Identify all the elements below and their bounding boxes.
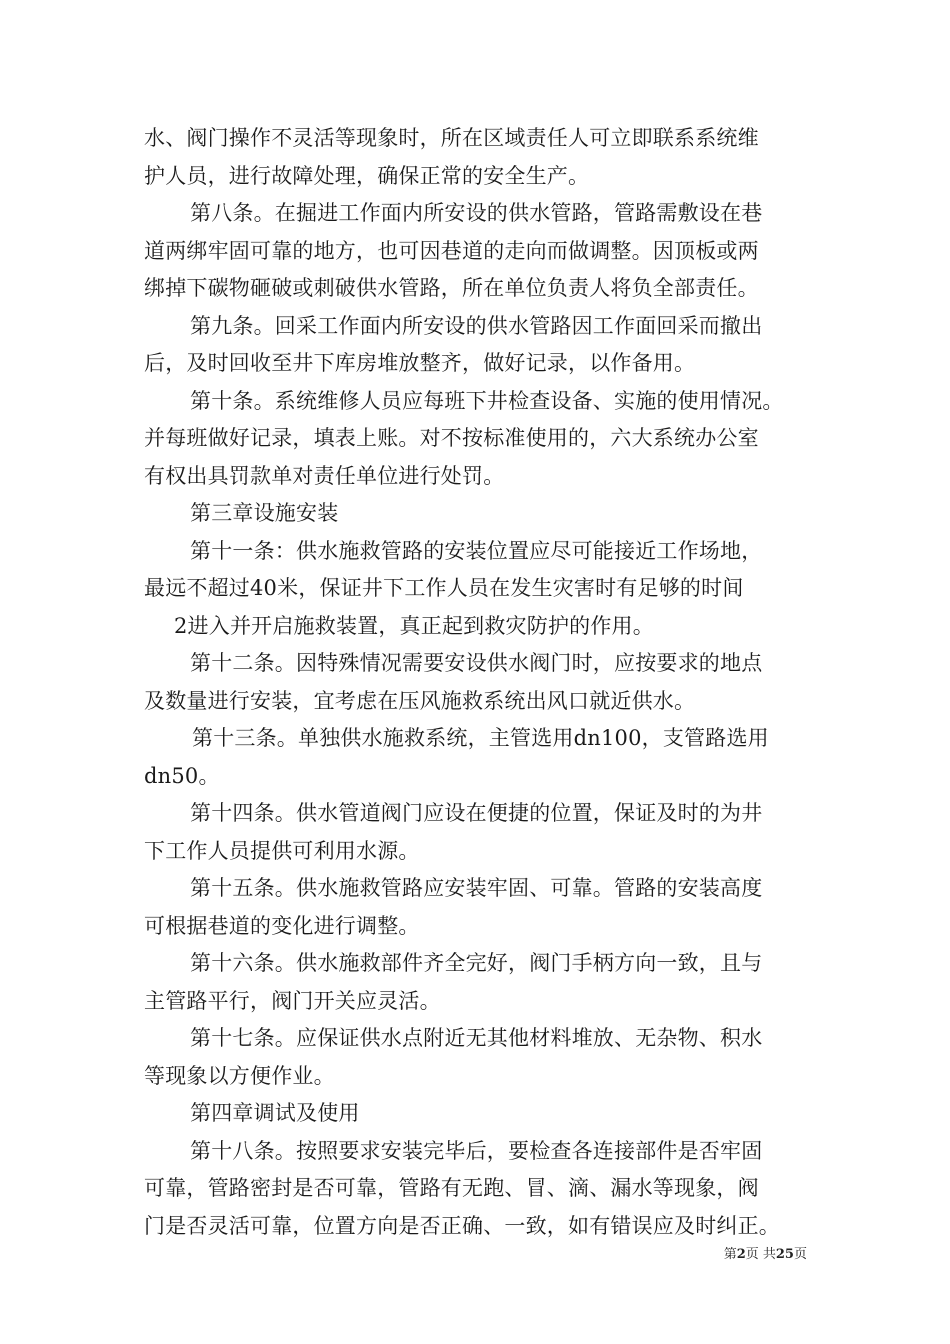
footer-suffix: 页	[793, 1247, 807, 1262]
total-pages: 25	[775, 1247, 794, 1262]
footer-prefix: 第	[723, 1247, 737, 1262]
text-line: 可根据巷道的变化进行调整。	[144, 913, 420, 938]
article-13-start: 第十三条。单独供水施救系统，主管选用dn100，支管路选用	[192, 726, 769, 750]
footer-middle: 页 共	[745, 1247, 776, 1262]
article-11-start: 第十一条：供水施救管路的安装位置应尽可能接近工作场地，	[190, 538, 763, 563]
article-16-start: 第十六条。供水施救部件齐全完好，阀门手柄方向一致，且与	[190, 951, 763, 975]
chapter-3-heading: 第三章设施安装	[190, 501, 339, 525]
text-line: 并每班做好记录，填表上账。对不按标准使用的，六大系统办公室	[144, 426, 759, 450]
article-15-start: 第十五条。供水施救管路应安装牢固、可靠。管路的安装高度	[190, 876, 763, 900]
text-line: 护人员，进行故障处理，确保正常的安全生产。	[144, 163, 590, 188]
article-8-start: 第八条。在掘进工作面内所安设的供水管路，管路需敷设在巷	[190, 201, 763, 225]
text-line: 最远不超过40米，保证井下工作人员在发生灾害时有足够的时间	[144, 576, 744, 600]
article-9-start: 第九条。回采工作面内所安设的供水管路因工作面回采而撤出	[190, 313, 763, 338]
text-line: 水、阀门操作不灵活等现象时，所在区域责任人可立即联系系统维	[144, 126, 759, 150]
text-line: 主管路平行，阀门开关应灵活。	[144, 988, 441, 1013]
article-17-start: 第十七条。应保证供水点附近无其他材料堆放、无杂物、积水	[190, 1026, 763, 1050]
article-12-start: 第十二条。因特殊情况需要安设供水阀门时，应按要求的地点	[190, 651, 763, 675]
text-line: 及数量进行安装，宜考虑在压风施救系统出风口就近供水。	[144, 688, 696, 713]
chapter-4-heading: 第四章调试及使用	[190, 1101, 360, 1125]
text-line: 等现象以方便作业。	[144, 1063, 335, 1088]
article-14-start: 第十四条。供水管道阀门应设在便捷的位置，保证及时的为井	[190, 801, 763, 825]
page-footer	[724, 1246, 807, 1264]
text-line: 下工作人员提供可利用水源。	[144, 838, 420, 863]
text-line: 有权出具罚款单对责任单位进行处罚。	[144, 463, 505, 488]
text-line: 绑掉下碳物砸破或刺破供水管路，所在单位负责人将负全部责任。	[144, 276, 759, 300]
text-line: dn50。	[144, 763, 220, 788]
text-line: 后，及时回收至井下库房堆放整齐，做好记录，以作备用。	[144, 351, 696, 375]
text-line: 可靠，管路密封是否可靠，管路有无跑、冒、滴、漏水等现象，阀	[144, 1176, 759, 1200]
article-18-start: 第十八条。按照要求安装完毕后，要检查各连接部件是否牢固	[190, 1138, 763, 1163]
text-line: 2进入并开启施救装置，真正起到救灾防护的作用。	[174, 613, 654, 638]
text-line: 道两绑牢固可靠的地方，也可因巷道的走向而做调整。因顶板或两	[144, 238, 759, 263]
text-line: 门是否灵活可靠，位置方向是否正确、一致，如有错误应及时纠正。	[144, 1213, 780, 1238]
article-10-start: 第十条。系统维修人员应每班下井检查设备、实施的使用情况。	[190, 388, 784, 413]
document-body	[144, 120, 834, 1245]
page-number: 2	[736, 1247, 746, 1262]
